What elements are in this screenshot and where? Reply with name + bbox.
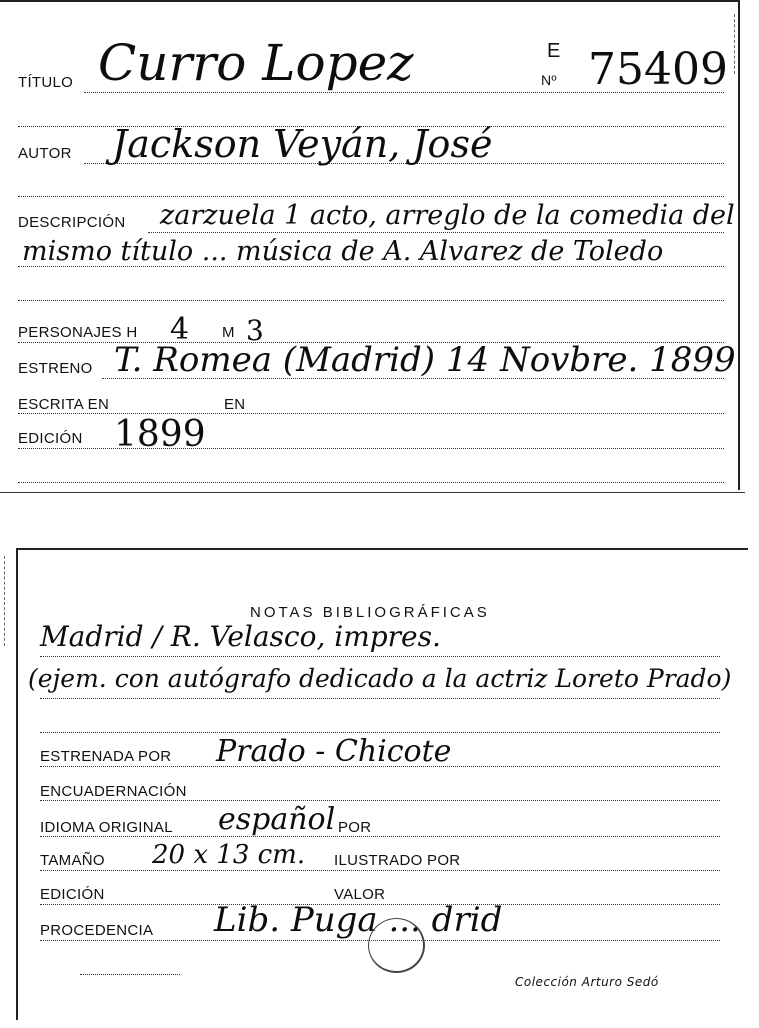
valor-label: VALOR — [334, 886, 386, 903]
autor-value: Jackson Veyán, José — [112, 122, 493, 166]
titulo-label: TÍTULO — [18, 74, 74, 91]
tamano-value: 20 x 13 cm. — [152, 840, 306, 870]
estreno-label: ESTRENO — [18, 360, 93, 377]
rule — [80, 974, 180, 975]
autor-label: AUTOR — [18, 145, 72, 162]
personajes-m: 3 — [246, 314, 264, 347]
personajes-label: PERSONAJES H — [18, 324, 138, 341]
edicion-value: 1899 — [114, 414, 206, 455]
en-label: EN — [224, 396, 246, 413]
notes-line2: (ejem. con autógrafo dedicado a la actriz Loreto Prado) — [28, 664, 732, 693]
rule — [18, 196, 724, 197]
edicion-back-label: EDICIÓN — [40, 886, 105, 903]
idioma-line — [40, 836, 720, 837]
edicion-label: EDICIÓN — [18, 430, 83, 447]
descripcion-line2: mismo título ... música de A. Alvarez de Toledo — [22, 236, 664, 267]
notes-line — [40, 656, 720, 657]
titulo-value: Curro Lopez — [98, 34, 414, 92]
descripcion-line — [148, 232, 724, 233]
rule — [18, 300, 724, 301]
encuadernacion-line — [40, 800, 720, 801]
notes-line — [40, 732, 720, 733]
edicion-line — [18, 448, 724, 449]
personajes-m-label: M — [222, 324, 235, 341]
procedencia-label: PROCEDENCIA — [40, 922, 154, 939]
collection-credit: Colección Arturo Sedó — [515, 975, 659, 989]
procedencia-value: Lib. Puga ... drid — [214, 900, 503, 940]
notes-line1: Madrid / R. Velasco, impres. — [40, 620, 441, 653]
descripcion-label: DESCRIPCIÓN — [18, 214, 126, 231]
tamano-line — [40, 870, 720, 871]
tamano-label: TAMAÑO — [40, 852, 105, 869]
punch-edge — [4, 556, 5, 646]
rule — [18, 482, 724, 483]
personajes-h: 4 — [170, 312, 190, 347]
descripcion-line1: zarzuela 1 acto, arreglo de la comedia del — [160, 200, 735, 231]
numero-label: Nº — [541, 72, 557, 88]
numero-value: 75409 — [588, 44, 728, 95]
ilustrado-label: ILUSTRADO POR — [334, 852, 461, 869]
notes-line — [40, 698, 720, 699]
estrenada-value: Prado - Chicote — [216, 734, 452, 769]
card-separator — [0, 492, 745, 493]
idioma-value: español — [218, 802, 336, 837]
ink-stain — [368, 918, 425, 973]
e-mark: E — [547, 40, 561, 62]
escrita-en-label: ESCRITA EN — [18, 396, 110, 413]
por-label: POR — [338, 819, 372, 836]
idioma-label: IDIOMA ORIGINAL — [40, 819, 173, 836]
encuadernacion-label: ENCUADERNACIÓN — [40, 783, 187, 800]
estreno-value: T. Romea (Madrid) 14 Novbre. 1899 — [114, 340, 736, 380]
estrenada-label: ESTRENADA POR — [40, 748, 172, 765]
punch-edge — [734, 14, 735, 74]
notas-heading: NOTAS BIBLIOGRÁFICAS — [250, 604, 490, 621]
estrenada-line — [40, 766, 720, 767]
